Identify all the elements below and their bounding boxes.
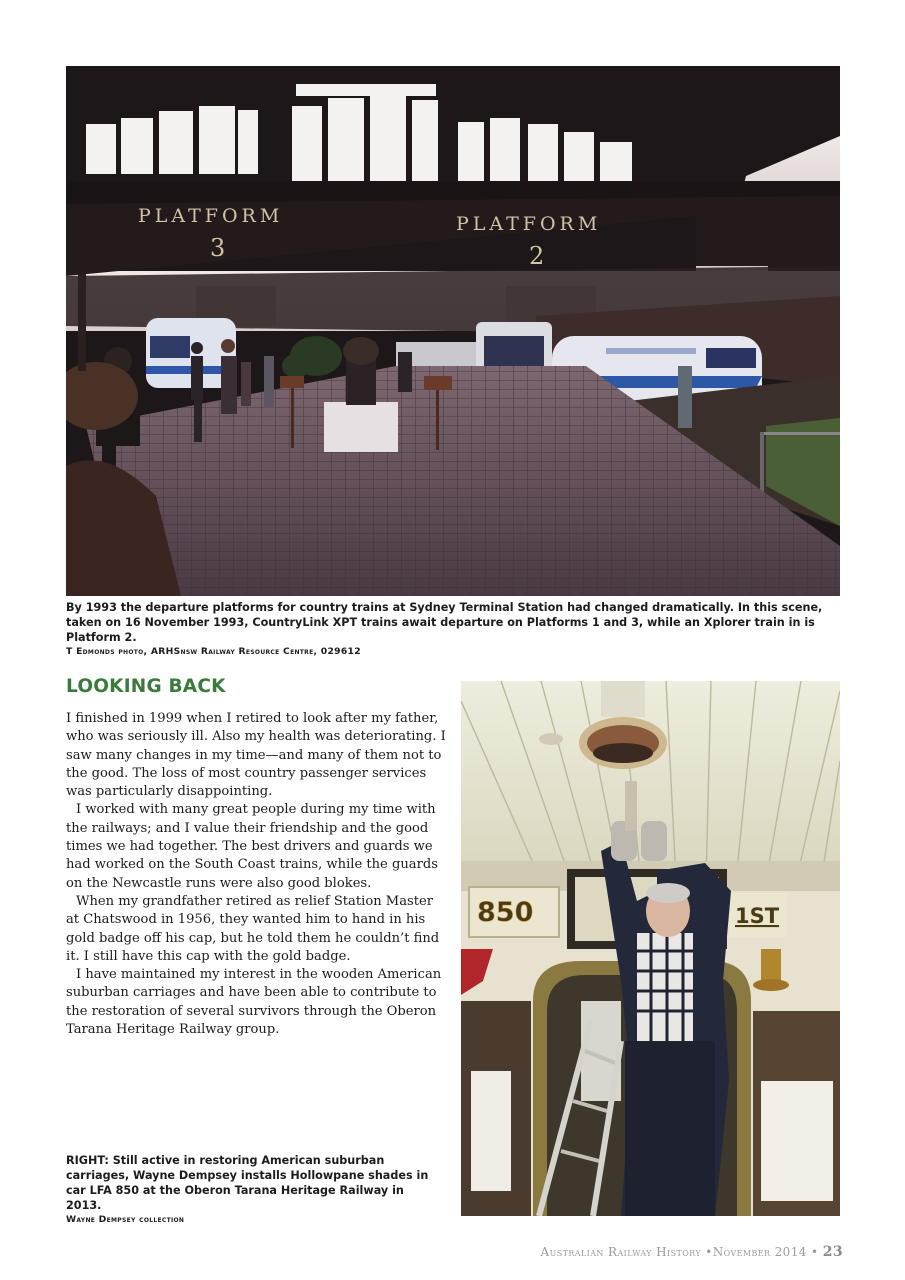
top-caption-text: By 1993 the departure platforms for country trains at Sydney Terminal Station had changed dramatically. In this scene, taken on 16 November 1993, CountryLink XPT trains await departure on Platforms 1 and 3, while an Xplorer train in is Platform 2. (66, 601, 823, 644)
paragraph: I worked with many great people during my time with the railways; and I value their friendship and the good times we had together. The best drivers and guards we had worked on the South Coast trains, while the guards on the Newcastle runs were also good blokes. (66, 802, 438, 891)
car-number: 850 (477, 897, 534, 928)
carriage-photo (461, 681, 840, 1216)
footer-issue: November 2014 (712, 1245, 807, 1259)
footer-separator: • (811, 1245, 819, 1259)
right-photo-credit: Wayne Dempsey collection (66, 1214, 185, 1225)
top-photo-credit: T Edmonds photo, ARHSnsw Railway Resource Centre, 029612 (66, 646, 361, 657)
paragraph: I finished in 1999 when I retired to look after my father, who was seriously ill. Also my health was deteriorating. I saw many changes in my time—and many of them not to the good. The loss of most country passenger services was particularly disappointing. (66, 711, 446, 800)
sign-left-number: 3 (210, 234, 226, 262)
class-label: 1ST (735, 904, 780, 928)
section-heading: LOOKING BACK (66, 676, 226, 697)
paragraph: When my grandfather retired as relief Station Master at Chatswood in 1956, they wanted him to hand in his gold badge off his cap, but he told them he couldn’t find it. I still have this cap with the gold badge. (66, 893, 440, 964)
sign-right-number: 2 (529, 242, 545, 270)
sign-left-word: PLATFORM (138, 205, 284, 227)
paragraph: I have maintained my interest in the wooden American suburban carriages and have been able to contribute to the restoration of several survivors through the Oberon Tarana Heritage Railway group. (66, 967, 442, 1038)
page-number: 23 (822, 1244, 843, 1260)
sign-right-word: PLATFORM (456, 213, 602, 235)
footer-separator: • (705, 1245, 713, 1259)
page-footer (541, 1244, 843, 1260)
footer-publication: Australian Railway History (540, 1245, 702, 1259)
top-photo-caption (66, 600, 840, 658)
platform-photo (66, 66, 840, 596)
article-body (66, 710, 446, 1039)
carriage-photo-caption (66, 1153, 438, 1226)
right-caption-text: RIGHT: Still active in restoring American suburban carriages, Wayne Dempsey installs Hollowpane shades in car LFA 850 at the Oberon Tarana Heritage Railway in 2013. (66, 1154, 429, 1212)
